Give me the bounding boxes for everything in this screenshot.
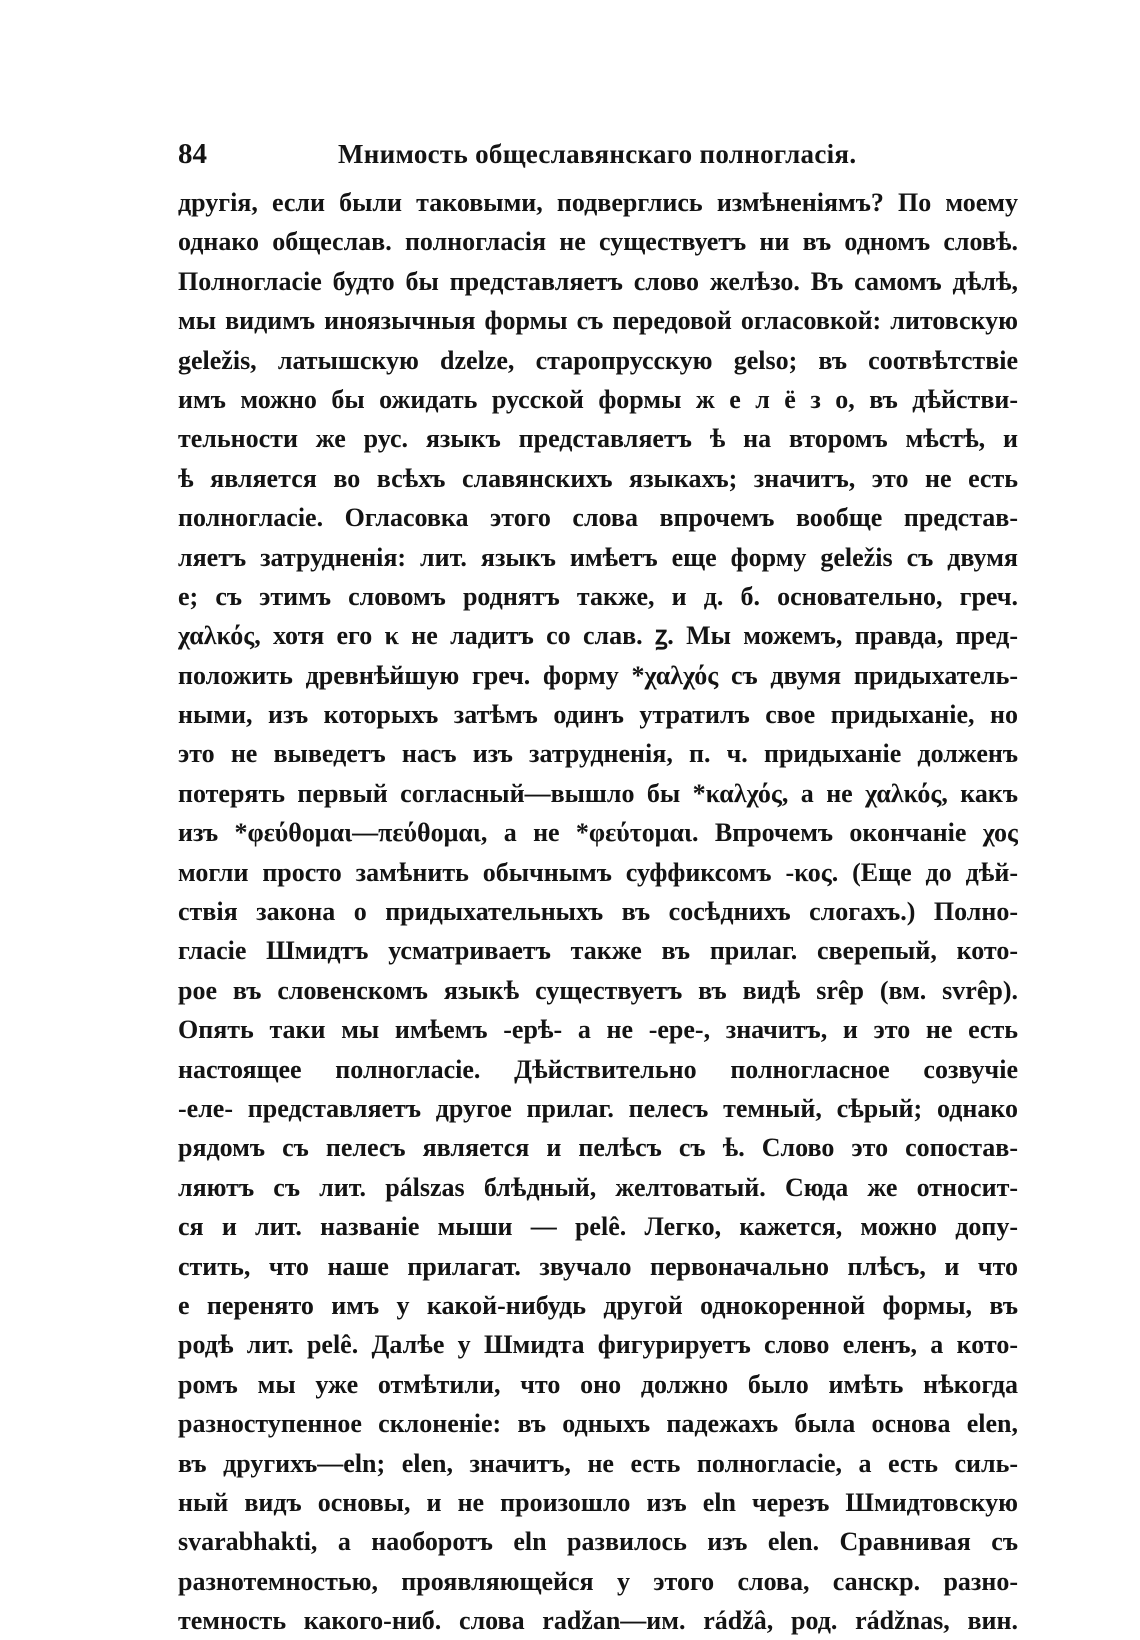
text-line: -еле- представляетъ другое прилаг. пелесъ темный, сѣрый; однако [178,1093,1018,1123]
text-line: ся и лит. названіе мыши — pelê. Легко, кажется, можно допу- [178,1212,1018,1242]
text-line: χαλκός, хотя его κ не ладитъ со слав. ꙁ. Мы можемъ, правда, пред- [178,621,1018,651]
text-line: ляетъ затрудненія: лит. языкъ имѣетъ еще форму geležis съ двумя [178,542,1018,572]
text-line: ный видъ основы, и не произошло изъ eln черезъ Шмидтовскую [178,1487,1018,1517]
text-line: ствія закона о придыхательныхъ въ сосѣднихъ слогахъ.) Полно- [178,897,1018,927]
text-line: другія, если были таковыми, подверглись измѣненіямъ? По моему [178,188,1018,217]
text-line: разноступенное склоненіе: въ одныхъ падежахъ была основа elen, [178,1409,1018,1439]
text-line: Опять таки мы имѣемъ -ерѣ- а не -ере-, значитъ, и это не есть [178,1015,1018,1045]
text-line: положить древнѣйшую греч. форму *χαλχός съ двумя придыхатель- [178,660,1018,690]
text-line: въ другихъ—eln; elen, значитъ, не есть полногласіе, а есть силь- [178,1448,1018,1478]
text-line: Полногласіе будто бы представляетъ слово желѣзо. Въ самомъ дѣлѣ, [178,266,1018,296]
text-line: изъ *φεύθομαι—πεύθομαι, а не *φεύτομαι. Впрочемъ окончаніе χος [178,818,1018,848]
text-line: могли просто замѣнить обычнымъ суффиксомъ -κος. (Еще до дѣй- [178,857,1018,887]
text-line: ляютъ съ лит. pálszas блѣдный, желтоватый. Сюда же относит- [178,1172,1018,1202]
page-header [178,134,1018,174]
text-line: тельности же рус. языкъ представляетъ ѣ на второмъ мѣстѣ, и [178,424,1018,454]
text-line: это не выведетъ насъ изъ затрудненія, п. ч. придыханіе долженъ [178,739,1018,769]
text-line: ными, изъ которыхъ затѣмъ одинъ утратилъ свое придыханіе, но [178,700,1018,730]
text-line: темность какого-ниб. слова radžan—им. rádžâ, род. rádžnas, вин. [178,1606,1018,1636]
text-line: ромъ мы уже отмѣтили, что оно должно было имѣть нѣкогда [178,1369,1018,1399]
page-number: 84 [178,138,207,170]
text-line: мы видимъ иноязычныя формы съ передовой огласовкой: литовскую [178,306,1018,336]
text-line: рядомъ съ пелесъ является и пелѣсъ съ ѣ. Слово это сопостав- [178,1133,1018,1163]
text-line: имъ можно бы ожидать русской формы ж е л ё з о, въ дѣйстви- [178,384,1018,414]
text-line: разнотемностью, проявляющейся у этого слова, санскр. разно- [178,1566,1018,1596]
text-line: geležis, латышскую dzelze, старопрусскую gelso; въ соотвѣтствіе [178,345,1018,375]
text-line: ѣ является во всѣхъ славянскихъ языкахъ; значитъ, это не есть [178,463,1018,493]
running-title: Мнимость общеславянскаго полногласія. [338,139,857,169]
text-line: e; съ этимъ словомъ роднятъ также, и д. б. основательно, греч. [178,581,1018,611]
text-line: родѣ лит. pelê. Далѣе у Шмидта фигурируетъ слово еленъ, а кото- [178,1330,1018,1360]
text-line: потерять первый согласный—вышло бы *καλχός, а не χαλκός, какъ [178,778,1018,808]
text-line: однако общеслав. полногласія не существуетъ ни въ одномъ словѣ. [178,227,1018,257]
text-line: стить, что наше прилагат. звучало первоначально плѣсъ, и что [178,1251,1018,1281]
text-line: svarabhakti, а наоборотъ eln развилось изъ elen. Сравнивая съ [178,1527,1018,1557]
text-line: рое въ словенскомъ языкѣ существуетъ въ видѣ srêp (вм. svrêp). [178,975,1018,1005]
body-text [178,183,1018,1640]
text-line: полногласіе. Огласовка этого слова впрочемъ вообще представ- [178,503,1018,533]
text-line: e перенято имъ у какой-нибудь другой однокоренной формы, въ [178,1290,1018,1320]
text-line: гласіе Шмидтъ усматриваетъ также въ прилаг. сверепый, кото- [178,936,1018,966]
text-line: настоящее полногласіе. Дѣйствительно полногласное созвучіе [178,1054,1018,1084]
